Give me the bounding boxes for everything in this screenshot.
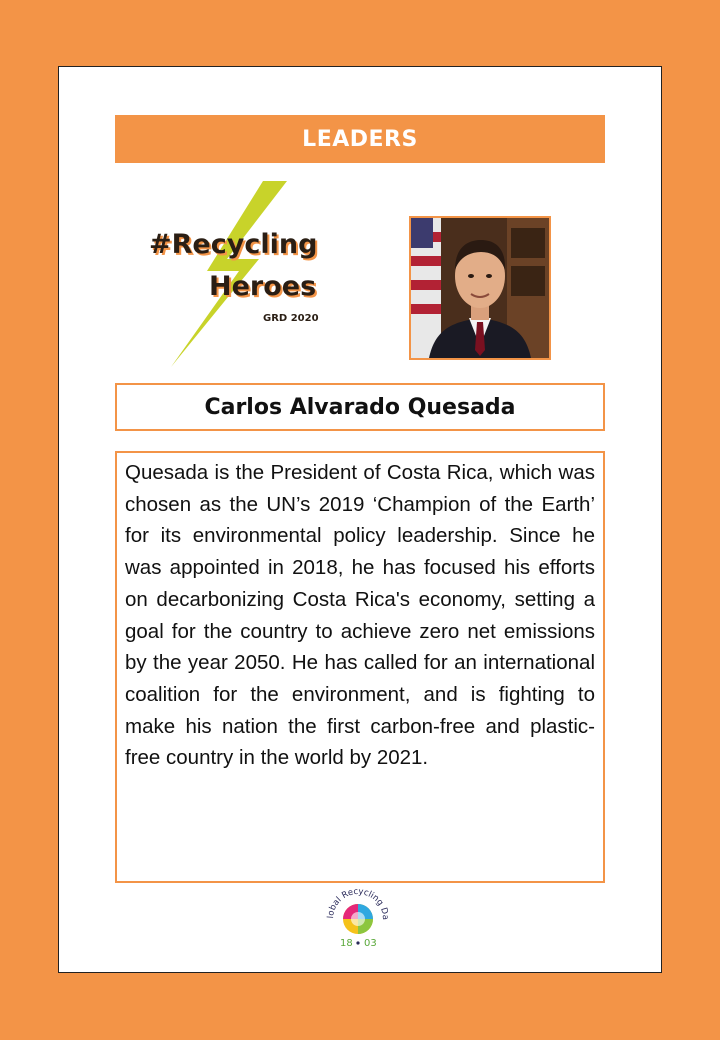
bio-box	[115, 451, 605, 883]
name-box	[115, 383, 605, 431]
footer-logo-month: 03	[364, 938, 377, 949]
flag-icon	[411, 218, 441, 358]
footer-logo-day: 18	[340, 938, 353, 949]
leader-card	[58, 66, 662, 973]
person-bio: Quesada is the President of Costa Rica, which was chosen as the UN’s 2019 ‘Champion of the Earth’ for its environmental policy leadership. Since he was appointed in 2018, he has focused his efforts on decarbonizing Costa Rica's economy, setting a goal for the country to achieve zero net emissions by the year 2050. He has called for an international coalition for the environment, and is fighting to make his nation the first carbon-free and plastic-free country in the world by 2021.	[125, 461, 595, 770]
portrait-photo	[409, 216, 551, 360]
banner-title: LEADERS	[302, 126, 418, 152]
person-name: Carlos Alvarado Quesada	[204, 394, 516, 420]
global-recycling-day-logo	[325, 885, 391, 949]
logo-line-2: Heroes	[209, 271, 317, 302]
logo-line-3: GRD 2020	[263, 313, 319, 324]
section-banner	[115, 115, 605, 163]
logo-line-1: #Recycling	[149, 229, 318, 260]
footer-logo-text: lobal Recycling Da	[325, 886, 391, 921]
recycling-heroes-logo	[141, 179, 321, 369]
